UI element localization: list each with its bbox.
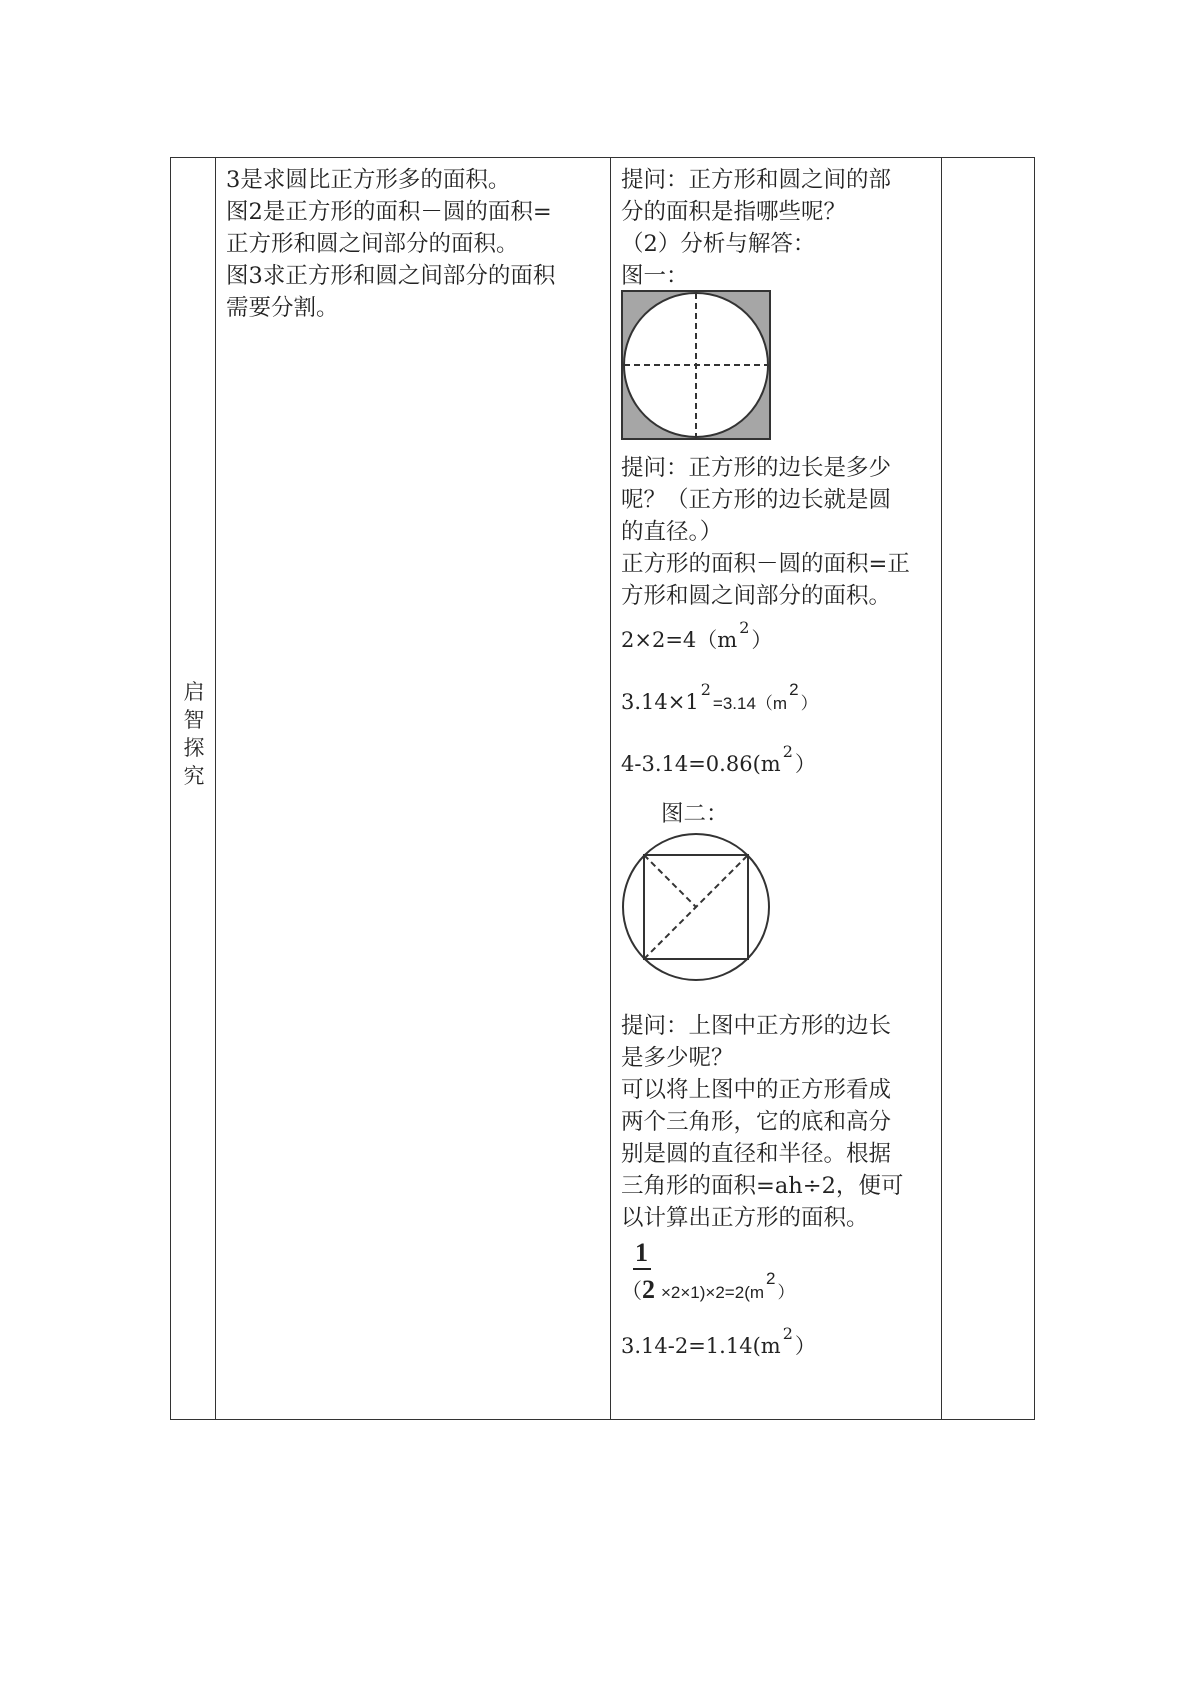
teacher-line: 两个三角形，它的底和高分 [621, 1109, 892, 1135]
fraction-numerator: 1 [635, 1238, 648, 1267]
calc-exponent: 2 [789, 680, 799, 699]
fraction-denominator: 2 [642, 1275, 655, 1304]
stage-label-char: 究 [183, 764, 205, 788]
teacher-line: 的直径。） [621, 519, 723, 545]
figure1-label: 图一： [621, 263, 689, 289]
calc-line [621, 1269, 795, 1307]
stage-label-char: 智 [183, 708, 205, 732]
figure2-label: 图二： [661, 801, 729, 827]
teacher-line: 提问：上图中正方形的边长 [621, 1013, 892, 1039]
fraction-bar [633, 1268, 651, 1270]
student-activity-cell [216, 158, 611, 1420]
calc-text: 3.14-2=1.14(m [621, 1334, 781, 1358]
calc-tail: ） [777, 1283, 795, 1302]
teacher-line: 正方形的面积－圆的面积=正 [621, 551, 910, 577]
table-row [171, 158, 1035, 1420]
figure2-circle-square [621, 832, 771, 982]
stage-label-char: 启 [183, 680, 205, 704]
student-line: 需要分割。 [226, 295, 339, 321]
calc-text: 4-3.14=0.86(m [621, 752, 781, 776]
notes-cell [942, 158, 1035, 1420]
teacher-line: 三角形的面积=ah÷2，便可 [621, 1173, 904, 1199]
calc-exponent: 2 [782, 1324, 793, 1343]
teacher-line: （2）分析与解答： [621, 231, 816, 257]
calc-tail: ） [794, 752, 816, 776]
calc-tail: ） [794, 1334, 816, 1358]
calc-exponent: 2 [739, 618, 750, 637]
teacher-line: 以计算出正方形的面积。 [621, 1205, 869, 1231]
stage-label [172, 678, 216, 790]
teacher-line: 别是圆的直径和半径。根据 [621, 1141, 892, 1167]
student-line: 正方形和圆之间部分的面积。 [226, 231, 519, 257]
figure1-square-circle [621, 290, 771, 440]
calc-text: =3.14（m [712, 694, 788, 713]
calc-open: （ [621, 1279, 642, 1303]
teacher-line: 可以将上图中的正方形看成 [621, 1077, 892, 1103]
student-line: 3是求圆比正方形多的面积。 [226, 167, 511, 193]
calc-final-difference [621, 1324, 941, 1362]
student-line: 图3求正方形和圆之间部分的面积 [226, 263, 556, 289]
teacher-line: 分的面积是指哪些呢？ [621, 199, 847, 225]
calc-square-area [621, 618, 941, 656]
calc-exponent: 2 [700, 680, 711, 699]
calc-text: 2×2=4（m [621, 628, 738, 652]
lesson-table [170, 157, 1035, 1420]
calc-text: 3.14×1 [621, 690, 699, 714]
calc-tail: ） [751, 628, 773, 652]
teacher-line: 方形和圆之间部分的面积。 [621, 583, 892, 609]
calc-text: ×2×1)×2=2(m [661, 1283, 765, 1302]
teacher-activity-cell [611, 158, 942, 1420]
calc-circle-area [621, 680, 941, 718]
teacher-line: 呢？（正方形的边长就是圆 [621, 487, 892, 513]
stage-label-char: 探 [183, 736, 205, 760]
calc-triangle-area [621, 1240, 941, 1310]
student-line: 图2是正方形的面积－圆的面积= [226, 199, 552, 225]
calc-exponent: 2 [782, 742, 793, 761]
calc-difference [621, 742, 941, 780]
teacher-line: 提问：正方形和圆之间的部 [621, 167, 892, 193]
calc-tail: ） [800, 694, 818, 713]
teacher-line: 提问：正方形的边长是多少 [621, 455, 892, 481]
teacher-line: 是多少呢？ [621, 1045, 734, 1071]
calc-exponent: 2 [766, 1269, 776, 1288]
